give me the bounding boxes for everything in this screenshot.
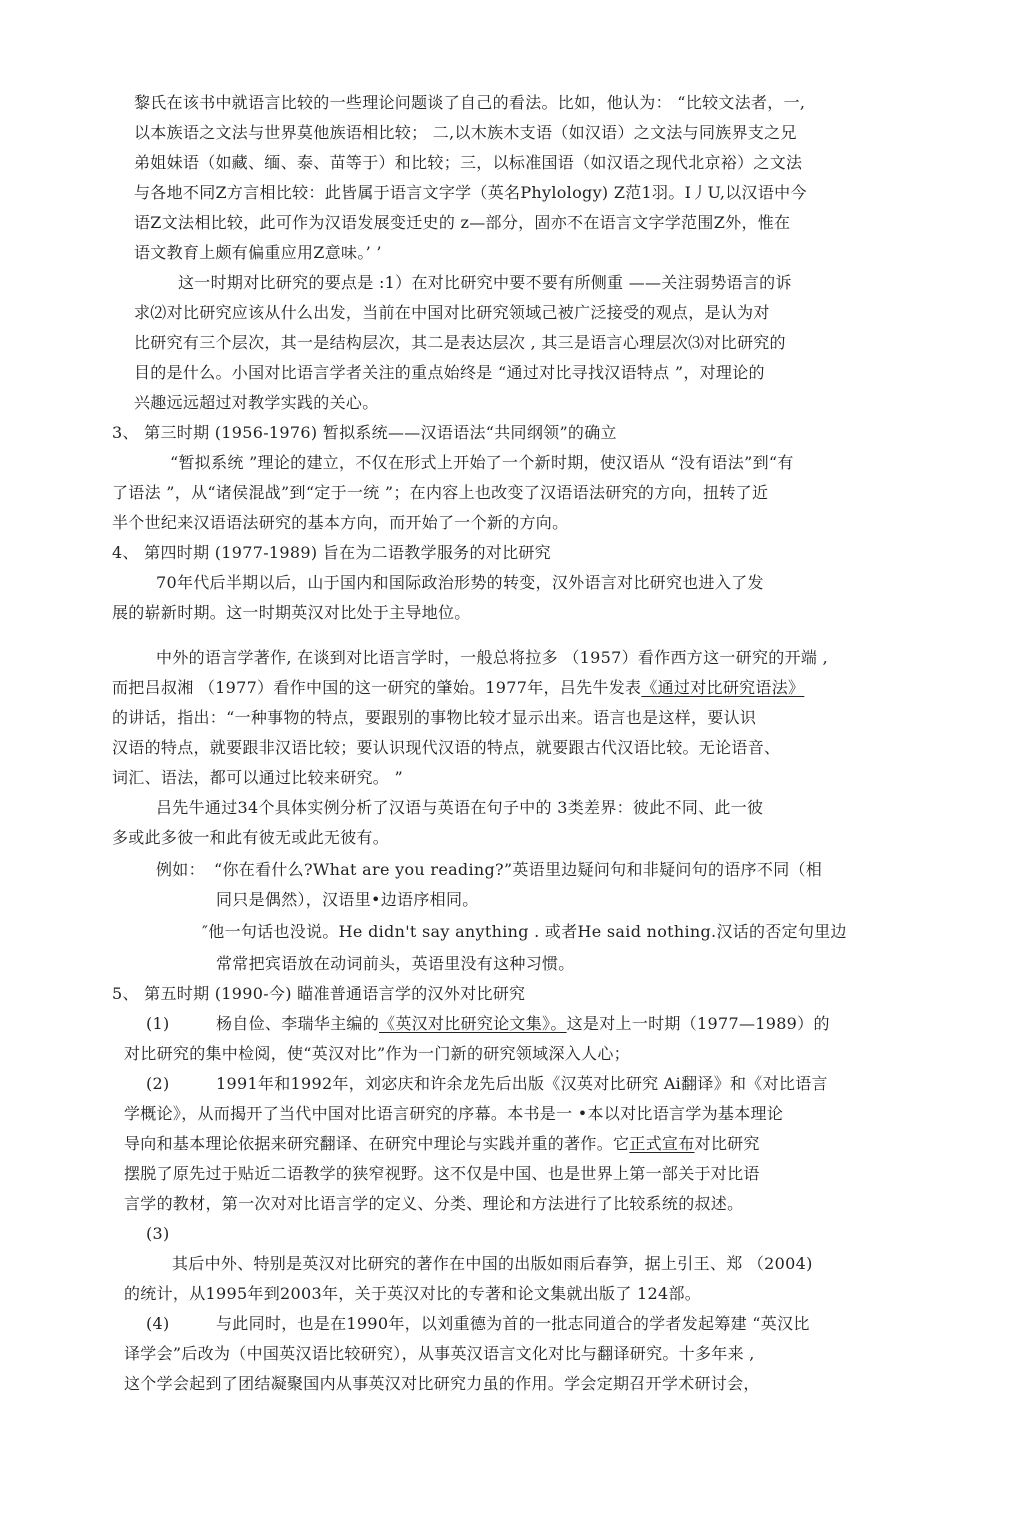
paragraph-line: 词汇、语法，都可以通过比较来研究。 ” [112, 768, 403, 787]
example-line: 同只是偶然），汉语里•边语序相同。 [216, 890, 479, 909]
paragraph-line: 与此同时，也是在1990年，以刘重德为首的一批志同道合的学者发起筹建 “英汉比 [216, 1314, 810, 1333]
paragraph-line [124, 1133, 760, 1155]
paragraph-line: 与各地不同Z方言相比较：此皆属于语言文字学（英名Phylology) Z范1羽。I丿U,以汉语中今 [134, 183, 807, 202]
list-number: (2) [146, 1074, 170, 1093]
paragraph-line: 比研究有三个层次，其一是结构层次，其二是表达层次 , 其三是语言心理层次⑶对比研究的 [134, 333, 786, 352]
text-span: 而把吕叔湘 （1977）看作中国的这一研究的肇始。1977年，吕先牛发表 [112, 678, 642, 697]
paragraph-line: 这一时期对比研究的要点是 :1）在对比研究中要不要有所侧重 ——关注弱势语言的诉 [178, 273, 792, 292]
book-title-link[interactable]: 《英汉对比研究论文集》。 [379, 1014, 567, 1033]
example-label: 例如： [156, 860, 205, 879]
paragraph-line: 展的崭新时期。这一时期英汉对比处于主导地位。 [112, 603, 471, 622]
paragraph-line: 目的是什么。小国对比语言学者关注的重点始终是 “通过对比寻找汉语特点 ”，对理论的 [134, 363, 765, 382]
example-line: “你在看什么?What are you reading?”英语里边疑问句和非疑问句的语序不同（相 [214, 860, 823, 879]
paragraph-line: 以本族语之文法与世界莫他族语相比较； 二,以木族木支语（如汉语）之文法与同族界支之兄 [134, 123, 797, 142]
text-span: 杨自俭、李瑞华主编的 [216, 1014, 380, 1033]
paragraph-line: 中外的语言学著作, 在谈到对比语言学时，一般总将拉多 （1957）看作西方这一研究的开端 , [156, 648, 828, 667]
paragraph-line: 的统计，从1995年到2003年，关于英汉对比的专著和论文集就出版了 124部。 [124, 1284, 702, 1303]
paragraph-line: 语文教育上颇有偏重应用Z意味。’ ’ [134, 243, 382, 262]
underlined-phrase: 正式宣布 [629, 1134, 695, 1153]
paragraph-line: 的讲话，指出：“一种事物的特点，要跟别的事物比较才显示出来。语言也是这样，要认识 [112, 708, 757, 727]
text-span: 导向和基本理论依据来研究翻译、在研究中理论与实践并重的著作。它 [124, 1134, 630, 1153]
list-number: (4) [146, 1314, 170, 1333]
paragraph-line: 语Z文法相比较，此可作为汉语发展变迁史的 z—部分，固亦不在语言文字学范围Z外，惟在 [134, 213, 791, 232]
paragraph-line: 求⑵对比研究应该从什么出发，当前在中国对比研究领域己被广泛接受的观点，是认为对 [134, 303, 770, 322]
section-heading: 3、 第三时期 (1956-1976) 暂拟系统——汉语语法“共同纲领”的确立 [112, 423, 617, 442]
text-span: 对比研究 [694, 1134, 760, 1153]
example-line: 常常把宾语放在动词前头，英语里没有这种习惯。 [216, 954, 575, 973]
paragraph-line: 兴趣远远超过对教学实践的关心。 [134, 393, 379, 412]
paragraph-line [216, 1013, 830, 1035]
paragraph-line: 多或此多彼一和此有彼无或此无彼有。 [112, 828, 390, 847]
paragraph-line [112, 677, 804, 699]
section-heading: 5、 第五时期 (1990-今) 瞄准普通语言学的汉外对比研究 [112, 984, 526, 1003]
paragraph-line: 言学的教材，第一次对对比语言学的定义、分类、理论和方法进行了比较系统的叔述。 [124, 1194, 744, 1213]
text-span: 这是对上一时期（1977—1989）的 [566, 1014, 830, 1033]
paragraph-line: 汉语的特点，就要跟非汉语比较；要认识现代汉语的特点，就要跟古代汉语比较。无论语音、 [112, 738, 781, 757]
paragraph-line: 70年代后半期以后，山于国内和国际政治形势的转变，汉外语言对比研究也进入了发 [156, 573, 764, 592]
paragraph-line: 黎氏在该书中就语言比较的一些理论问题谈了自己的看法。比如，他认为： “比较文法者，一, [134, 93, 806, 112]
paragraph-line: “暂拟系统 ”理论的建立，不仅在形式上开始了一个新时期，使汉语从 “没有语法”到“有 [170, 453, 794, 472]
list-number: (3) [146, 1224, 170, 1243]
example-line: ″他一句话也没说。He didn't say anything . 或者He said nothing.汉话的否定句里边 [202, 922, 847, 941]
paragraph-line: 其后中外、特别是英汉对比研究的著作在中国的出版如雨后春笋，据上引王、郑 （2004) [172, 1254, 813, 1273]
paragraph-line: 弟姐妹语（如藏、缅、泰、苗等于）和比较；三，以标准国语（如汉语之现代北京裕）之文法 [134, 153, 803, 172]
list-number: (1) [146, 1014, 170, 1033]
paragraph-line: 译学会”后改为（中国英汉语比较研究），从事英汉语言文化对比与翻译研究。十多年来 , [124, 1344, 755, 1363]
section-heading: 4、 第四时期 (1977-1989) 旨在为二语教学服务的对比研究 [112, 543, 551, 562]
book-title-link[interactable]: 《通过对比研究语法》 [641, 678, 805, 697]
paragraph-line: 学概论》，从而揭开了当代中国对比语言研究的序幕。本书是一 •本以对比语言学为基本理论 [124, 1104, 784, 1123]
paragraph-line: 吕先牛通过34个具体实例分析了汉语与英语在句子中的 3类差界：彼此不同、此一彼 [156, 798, 764, 817]
paragraph-line: 摆脱了原先过于贴近二语教学的狭窄视野。这不仅是中国、也是世界上第一部关于对比语 [124, 1164, 760, 1183]
paragraph-line: 这个学会起到了团结凝聚国内从事英汉对比研究力虽的作用。学会定期召开学术研讨会， [124, 1374, 760, 1393]
paragraph-line: 半个世纪来汉语语法研究的基本方向，而开始了一个新的方向。 [112, 513, 569, 532]
paragraph-line: 1991年和1992年，刘宓庆和许余龙先后出版《汉英对比研究 Ai翻译》和《对比语言 [216, 1074, 828, 1093]
paragraph-line: 对比研究的集中检阅，使“英汉对比”作为一门新的研究领域深入人心； [124, 1044, 630, 1063]
paragraph-line: 了语法 ”，从“诸侯混战”到“定于一统 ”；在内容上也改变了汉语语法研究的方向，扭转了近 [112, 483, 769, 502]
